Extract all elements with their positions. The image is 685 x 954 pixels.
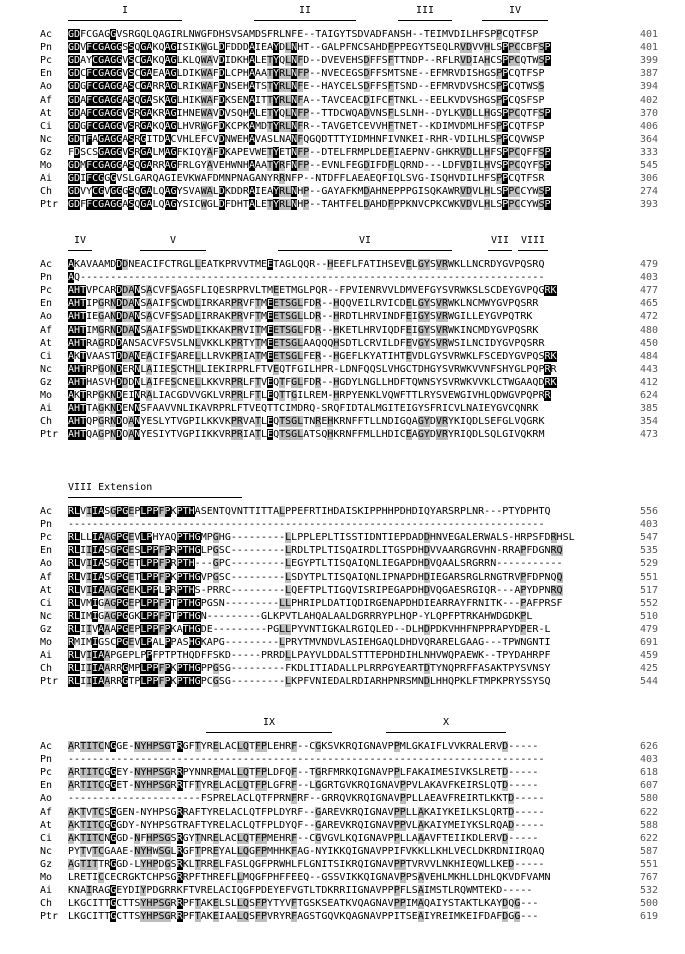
- alignment-row: [0, 897, 685, 910]
- alignment-row: [0, 505, 685, 518]
- alignment-row: [0, 376, 685, 389]
- sequence-string: GDAYCGAGGVSCGAKQAGLKLQWAVDIDKHALETYQLNFD--DVEVEHSDFFSFTTNDP--RFLRVDIAHCSPPCQTWSP: [68, 55, 551, 67]
- sequence-string: GDAFCGAGGASQGASKAGLHIKWAFDKSENAITTYRLNFA--TAVCEACDIFCFTNKL--EELKVDVSHGSPPCQSFSP: [68, 94, 545, 106]
- sequence-string: PYTVTCGAAE-NYHWSGLRGFTPREYALLQGFPMHHKFAG-NYIKKQIGNAVPPIFVKKLLKHLVECLDKRDNIIRQAQ: [68, 845, 545, 857]
- residue-position-number: 587: [640, 845, 659, 857]
- residue-position-number: 551: [640, 571, 659, 583]
- species-label: At: [40, 337, 53, 349]
- residue-position-number: 517: [640, 584, 659, 596]
- sequence-string: AHTIMGRNDDANSAAIFSSWDLIKKAKPRVITMEETSGLFDR--HKETLHRVIQDFEIGYSVRWKINCMDYGVPQSRK: [68, 324, 539, 336]
- residue-position-number: 306: [640, 173, 659, 185]
- residue-position-number: 607: [640, 780, 659, 792]
- species-label: Af: [40, 94, 53, 106]
- residue-position-number: 626: [640, 741, 659, 752]
- sequence-string: RLIIIASGPGESLPPFPRPTHGLPGSC---------LRDLTPLTISQAIRDLITGSPDHDVVAARGRGVHN-RRAPFDGNRQ: [68, 545, 563, 557]
- sequence-string: GDIFCGGGVSLGARQAGIEVKWAFDMNPNAGANYRRNFP--NTDFFLAEAEQFIQLSVG-ISQHVDILHFSPPCQTFSR: [68, 173, 545, 185]
- sequence-string: AHTHASVHDDDNLAIFESCNELLKKVRPRLFTVEQTFGLFDR--HGDYLNGLLHDFTQWNSYSVRWKVVKLCTWGAAQDRK: [68, 376, 557, 388]
- alignment-row: [0, 120, 685, 133]
- alignment-row: [0, 779, 685, 792]
- residue-position-number: 412: [640, 376, 659, 388]
- domain-bracket-line: [482, 20, 548, 21]
- sequence-string: RLIMIGAGPGGKLPPFPTPTHGN---------GLKPVTLAHQALAALDGRRRYPLHQP-YLQPFPTRKAHWDGDKPL: [68, 610, 533, 622]
- residue-position-number: 459: [640, 650, 659, 662]
- domain-label: I: [122, 5, 129, 16]
- alignment-row: [0, 819, 685, 832]
- sequence-string: AKTVTCSGGEN-NYHPSGRRAFTYRELACLQTFPLDYRF--GAREVKRQIGNAVPPLLAKAIYKEILKSLQRTD-----: [68, 806, 545, 818]
- sequence-string: GDVYCGVGGGSQGALQAGYSVAWALDKDDRAIEAYRLNHP--GAYAFKMDAHNEPPPGISQKAWRVDVLHLSPPCCYWSP: [68, 186, 551, 198]
- sequence-string: RLVIIAAGPGEKLPPLPRPTHS-PRRC---------LQEFTPLTIGQVISRIPEGAPDHDVQGAESRGIQR---APYDPNRQ: [68, 584, 563, 596]
- alignment-row: [0, 806, 685, 819]
- species-label: Ao: [40, 81, 53, 93]
- sequence-string: GDAFCGAGGVSRGAKRAGIHNEWAVDVSQHALETYQLNFP--TTDCWQADVNSFLSLNH--DYLKVDLLHGSPPCQTFSP: [68, 107, 551, 119]
- species-label: Ac: [40, 29, 53, 40]
- sequence-string: GDFFCGAGGASQGALQAGYSICWGLDFDHTALETYRLNHP--TAHTFELDAHDFPPKNVCPKCWKVDVLHLSPPCCYWSP: [68, 199, 551, 211]
- alignment-row: [0, 41, 685, 54]
- domain-label: VII: [491, 235, 510, 246]
- domain-label: IX: [263, 717, 276, 728]
- sequence-string: RLIIVAAAPGEPLPPFPKATHGDE---------PGLLPYVNTIGKALRGIQLED--DLHDPDKVHHFNPPRAPYDPER-L: [68, 623, 551, 635]
- residue-position-number: 465: [640, 298, 659, 310]
- residue-position-number: 622: [640, 832, 659, 844]
- residue-position-number: 274: [640, 186, 659, 198]
- alignment-row: [0, 324, 685, 337]
- residue-position-number: 443: [640, 363, 659, 375]
- residue-position-number: 450: [640, 337, 659, 349]
- species-label: Mo: [40, 872, 53, 883]
- residue-position-number: 370: [640, 107, 659, 119]
- species-label: At: [40, 107, 53, 119]
- species-label: Ai: [40, 403, 53, 415]
- domain-label: IV: [74, 235, 87, 246]
- residue-position-number: 401: [640, 42, 659, 54]
- sequence-string: ARTITCGGET-NYHPSGRRTFTYRELACLQTFPLGFRF--LGGRTGVKRQIGNAVPPVLAKAVFKEIRSLQTD-----: [68, 780, 539, 792]
- domain-label: IV: [509, 5, 522, 16]
- species-label: En: [40, 298, 53, 310]
- residue-position-number: 580: [640, 793, 659, 805]
- sequence-string: AKTITCNGGD-NFHPSGSRGYTNRELACLQTFPMEHRF--CGVGVLKQIGNAVPPLLAAAVFTEIIKDLERVD-----: [68, 832, 539, 844]
- species-label: Pc: [40, 55, 53, 67]
- alignment-row: [0, 871, 685, 884]
- species-label: Gz: [40, 623, 53, 635]
- residue-position-number: 480: [640, 324, 659, 336]
- residue-position-number: 364: [640, 133, 659, 145]
- species-label: Ai: [40, 650, 53, 662]
- alignment-row: [0, 350, 685, 363]
- species-label: Gz: [40, 146, 53, 158]
- alignment-row: [0, 80, 685, 93]
- species-label: Ptr: [40, 911, 59, 923]
- domain-bracket-line: [68, 497, 242, 498]
- alignment-row: [0, 54, 685, 67]
- domain-bracket-line: [254, 20, 356, 21]
- alignment-row: [0, 107, 685, 120]
- residue-position-number: 403: [640, 754, 659, 766]
- species-label: Ai: [40, 173, 53, 185]
- domain-label: VIII Extension: [68, 482, 153, 493]
- sequence-string: AHTIPGRNDDANSAAIFSCWDLIRKARPRVFTMEETSGLFDR--HQQVEILRVICDELGYSVRWKLNCMWYGVPQSRR: [68, 298, 539, 310]
- sequence-string: LKGCITTGCTTSYHPSGRRPFTAKELSLLQSFPYTYVFTGSKSEATKVQAGNAVPPIMAQAIYSTAKTLKAYDQG---: [68, 898, 539, 910]
- residue-position-number: 402: [640, 94, 659, 106]
- alignment-row: [0, 571, 685, 584]
- alignment-row: [0, 172, 685, 185]
- residue-position-number: 385: [640, 403, 659, 415]
- species-label: Mo: [40, 637, 53, 648]
- sequence-string: GDMFCGAGGASQGARRAGFRLGYAVEHWNHAAATYRFNFP--EVNLFEGDIFDFLQRND---LDFVDILHVSPPCQYFSP: [68, 160, 551, 171]
- alignment-row: [0, 544, 685, 557]
- sequence-string: RLVIIASGPGEPLPPFPKPTHASENTQVNTTITTALPPEFRTIHDAISKIPPHHPDHDIQYARSRPLNR---PTYDPHTQ: [68, 506, 551, 517]
- species-label: Ac: [40, 259, 53, 270]
- alignment-row: [0, 198, 685, 211]
- species-label: Ch: [40, 416, 53, 428]
- residue-position-number: 544: [640, 676, 659, 688]
- species-label: Ch: [40, 663, 53, 675]
- sequence-string: AGTITTRGGD-LYHPDGSRKLTRRELFASLQGFPRWHLFLGNITSIKRQIGNAVPPTVRVVLNKHIEQWLLKED-----: [68, 858, 545, 870]
- residue-position-number: 500: [640, 898, 659, 910]
- sequence-string: RLVMIGAGPGEPLPPFPTPTHGPGSN---------LLPHRIPLDATIQDIRGENAPDHDIEARRAYFRNITK---PAFPRSF: [68, 597, 563, 609]
- residue-position-number: 618: [640, 767, 659, 779]
- residue-position-number: 399: [640, 55, 659, 67]
- residue-position-number: 622: [640, 806, 659, 818]
- alignment-row: [0, 94, 685, 107]
- sequence-string: GDTFAGAGGASRGITDACVHLEFCVDNWEHAVASLNANFQGQDTTTYIDMHNFIVNKEI-RHR-VDILHLSPPCQVWSP: [68, 133, 545, 145]
- residue-position-number: 767: [640, 872, 659, 883]
- species-label: Ac: [40, 506, 53, 517]
- species-label: Pc: [40, 532, 53, 544]
- alignment-row: [0, 740, 685, 753]
- species-label: Nc: [40, 610, 53, 622]
- species-label: Ci: [40, 350, 53, 362]
- domain-bracket-line: [68, 20, 182, 21]
- residue-position-number: 535: [640, 545, 659, 557]
- residue-position-number: 588: [640, 819, 659, 831]
- species-label: Pn: [40, 42, 53, 54]
- domain-label: II: [299, 5, 312, 16]
- species-label: Ac: [40, 741, 53, 752]
- sequence-string: AHTTAGKNDENNSFAAVVNLIKAVRPRLFTVEQTTCIMDRQ-SRQFIDTALMGITEIGYSFRICVLNAIEYGVCQNRK: [68, 403, 539, 415]
- species-label: Pc: [40, 285, 53, 297]
- sequence-string: AHTQAGPNDOANYESIYTVGPIIKKVRPRIATLEQTSGLATSQHKRNFFMLLHDICEAGYDVRYRIQDLSQLGIVQKRM: [68, 429, 545, 441]
- sequence-string: AKTVAASTDDANEACIFSARELLLRVKPRIATMEETSGLFER--HGEFLKYATIHTEVDLGYSVRWKLFSCEDYGVPQSRK: [68, 350, 557, 362]
- alignment-row: [0, 597, 685, 610]
- domain-label: III: [416, 5, 435, 16]
- sequence-string: AHTVPCARDDANSACVFSAGSFLIQESRPRVLTMEETMGLPQR--FPVIENRVVLDMVEFGYSVRWKSLSCDEYGVPQGRK: [68, 285, 557, 297]
- residue-position-number: 473: [640, 429, 659, 441]
- alignment-row: [0, 884, 685, 897]
- alignment-row: [0, 584, 685, 597]
- domain-label: V: [170, 235, 177, 246]
- residue-position-number: 406: [640, 120, 659, 132]
- domain-label: X: [443, 717, 450, 728]
- sequence-string: AHTRAGRDDANSACVFSVSLNLVKKLKPRTYTMEETSGLAAQQQHSDTLCRVILDFEVGYSVRWSILNCIDYGVPQSRR: [68, 337, 545, 349]
- residue-position-number: 425: [640, 663, 659, 675]
- alignment-row: [0, 297, 685, 310]
- species-label: Ao: [40, 793, 53, 805]
- species-label: Ptr: [40, 676, 59, 688]
- species-label: Pn: [40, 519, 53, 531]
- residue-position-number: 354: [640, 416, 659, 428]
- sequence-string: AKTRPGKNDEINRALIACGDVVGKLVRPRLFTLEQTTGILREM-HRPYENKLVQWFTTLRYSVEWGIVHLQDWGVPQPRR: [68, 390, 551, 401]
- alignment-row: [0, 185, 685, 198]
- sequence-string: GDGFCGAGGASCGARRAGLRIKWAFDNSEHATSTYRLNFE--HAYCELSDFFSFTSND--EFMRVDVSHCSPPCQTWSS: [68, 81, 545, 93]
- sequence-string: ARTITCNGGE-NYHPSGTRGFTYRELACLQTFPLEHRF--CGKSVKRQIGNAVPPMLGKAIFLVVKRALERVD-----: [68, 741, 539, 752]
- alignment-row: [0, 284, 685, 297]
- species-label: Ci: [40, 832, 53, 844]
- sequence-string: FDSCSGAGGVSRGALMAGFKIQYAFDKAPEVWETYETNFP--DTELFRMPLDEFIAEPNV-GHKRVDLLHFSPPCQFFSP: [68, 146, 551, 158]
- residue-position-number: 551: [640, 858, 659, 870]
- alignment-row: [0, 363, 685, 376]
- alignment-row: [0, 159, 685, 172]
- sequence-string: LRETICCECRGKTCHPSGRRPFTHREFLLMQGFPHFFEEQ--GSSVIKKQIGNAVPPSAVEHLMKHLLDHLQKVDFVAMN: [68, 872, 551, 883]
- species-label: At: [40, 584, 53, 596]
- alignment-row: [0, 858, 685, 871]
- residue-position-number: 394: [640, 81, 659, 93]
- domain-bracket-line: [488, 250, 512, 251]
- residue-position-number: 691: [640, 637, 659, 648]
- sequence-string: RLVIIAAPGEPLPPFPTPTHQDFFSKD-----PRRDLLPAYVLDDALSTTTEPDHDIHLNHVWQPAEWK--TPYDAHRPF: [68, 650, 551, 662]
- alignment-row: [0, 753, 685, 766]
- sequence-string: GDFCGAGGVSRGQLQAGIRLNWGFDHSVSAMDSFRLNFE--TAIGYTSDVADFANSH--TEIMVDILHFSPPCQTFSP: [68, 29, 539, 40]
- sequence-string: ARTITCGGEY-NYHPSGRRPYNNREMALLQTFPLDFQF--TGRFMRKQIGNAVPPLFAKAIMESIVKSLRETD-----: [68, 767, 539, 779]
- alignment-row: [0, 832, 685, 845]
- residue-position-number: 403: [640, 519, 659, 531]
- alignment-row: [0, 662, 685, 675]
- species-label: En: [40, 68, 53, 80]
- domain-bracket-line: [518, 250, 548, 251]
- species-label: Ci: [40, 597, 53, 609]
- residue-position-number: 556: [640, 506, 659, 517]
- species-label: Ptr: [40, 199, 59, 211]
- species-label: Ch: [40, 186, 53, 198]
- sequence-string: AHTQPGRNDOANYESLYTVGPILKKVKPRVATLEQTSGLTNREHKRNFFTLLNDIGQAGYDVRYKIQDLSEFGLVQGRK: [68, 416, 545, 428]
- species-label: Af: [40, 806, 53, 818]
- sequence-string: AQ-----------------------------------------------------------------------------: [68, 272, 545, 284]
- domain-label: VIII: [521, 235, 546, 246]
- alignment-row: [0, 258, 685, 271]
- species-label: Ao: [40, 558, 53, 570]
- species-label: Pn: [40, 272, 53, 284]
- alignment-row: [0, 28, 685, 41]
- residue-position-number: 401: [640, 29, 659, 40]
- sequence-string: AKAVAAMDDDNEACIFCTRGLLEATKPRVVTMEETAGLQQR--HEEFLFATIHSEVELGYSVRWKLLNCRDYGVPQSRQ: [68, 259, 545, 270]
- species-label: At: [40, 819, 53, 831]
- residue-position-number: 479: [640, 259, 659, 270]
- sequence-string: -------------------------------------------------------------------------------: [68, 519, 545, 531]
- species-label: Nc: [40, 845, 53, 857]
- residue-position-number: 484: [640, 350, 659, 362]
- species-label: Pn: [40, 754, 53, 766]
- species-label: En: [40, 545, 53, 557]
- residue-position-number: 552: [640, 597, 659, 609]
- sequence-string: GDCFCGAGGVSCGAEAAGLDIKWAFDLCPHAAATYRLNFP--NVECEGSDFFSMTSNE--EFMRVDISHGSPPCQTFSP: [68, 68, 545, 80]
- sequence-string: RLLLIAAGPGEVLPHYAQPTHGMPGHG---------LLPPLEPLTISSTIDNTIEPDADDHNVEGALERWALS-HRPSFDRHSL: [68, 532, 575, 544]
- species-label: Af: [40, 571, 53, 583]
- sequence-string: RLIIIAARRGMPLPPFPKPTHGPPGSG---------FKDLITIADALLPLRRPGYEARTDTYNQPRFFASAKTPYSVNSY: [68, 663, 551, 675]
- sequence-string: RLIIIAARRGTPLPPFPKPTHGPCGSG---------LKPFVNIEDALRDIARHPNRSMNDLHHQPKLFTMPKPRYSSYSQ: [68, 676, 551, 688]
- residue-position-number: 619: [640, 911, 659, 923]
- alignment-row: [0, 271, 685, 284]
- alignment-row: [0, 792, 685, 805]
- alignment-row: [0, 649, 685, 662]
- species-label: Mo: [40, 160, 53, 171]
- sequence-string: AHTRPGONDERNLAIIESCTHLLIEKIRPRLFTVEQTFGILHPR-LDNFQQSLVHGCTDHGYSVRWKVVNFSHYGLPQPRR: [68, 363, 557, 375]
- sequence-string: KNAIRAGGEYDIYPDGRRKFTVRELACIQGFPDEYEFVGTLTDKRRIIGNAVPPPFLSAIMSTLRQWMTEKD-----: [68, 885, 533, 897]
- sequence-string: -------------------------------------------------------------------------------: [68, 754, 545, 766]
- residue-position-number: 529: [640, 558, 659, 570]
- residue-position-number: 547: [640, 532, 659, 544]
- residue-position-number: 403: [640, 272, 659, 284]
- domain-bracket-line: [68, 250, 92, 251]
- residue-position-number: 624: [640, 390, 659, 401]
- sequence-string: AHTIEGANDDANSACVFSSADLIRRAKPRVFTMEETSGLLDR--HRDTLHRVINDFEIGYSVRWGILLEYGVPQTRK: [68, 311, 533, 323]
- sequence-string: ----------------------FSPRELACLQTFPRNFRF--GRRQVKRQIGNAVPPLLAEAVFREIRTLKKTD-----: [68, 793, 545, 805]
- species-label: Ci: [40, 120, 53, 132]
- alignment-row: [0, 675, 685, 688]
- alignment-row: [0, 146, 685, 159]
- alignment-row: [0, 337, 685, 350]
- alignment-row: [0, 133, 685, 146]
- residue-position-number: 393: [640, 199, 659, 211]
- species-label: Gz: [40, 376, 53, 388]
- alignment-row: [0, 531, 685, 544]
- sequence-string: RLVIIASGPGETLPPFPKPTHGVPGSC---------LSDYTPLTISQAIQNLIPNAPDHDIEGARSRGLRNGTRVPFDPNQQ: [68, 571, 563, 583]
- species-label: Nc: [40, 363, 53, 375]
- domain-bracket-line: [398, 20, 452, 21]
- species-label: Ai: [40, 885, 53, 897]
- residue-position-number: 477: [640, 285, 659, 297]
- residue-position-number: 472: [640, 311, 659, 323]
- sequence-string: GDGFCGAGGVSRGAKQAGLHVRWGFDKCPKAMDTYRLNFR--TAVGETCEVVHFTNET--KDIMVDMLHFSPPCQTFSP: [68, 120, 545, 132]
- sequence-string: RLVIIASGPGETLPPFPRPTH---GPC---------LEGYPTLTISQAIQNLIEGAPDHDVQAALSRGRRN-----------: [68, 558, 563, 570]
- residue-position-number: 532: [640, 885, 659, 897]
- residue-position-number: 545: [640, 160, 659, 171]
- alignment-row: [0, 557, 685, 570]
- domain-bracket-line: [386, 732, 506, 733]
- sequence-string: GDVFCGAGGSSQGAKQAGISIKWGLDFDDDAIEAYDLNHT--GALPFNCSAHDFPPEGYTSEQLRVDVVHLSPPCCBFSP: [68, 42, 551, 54]
- alignment-row: [0, 845, 685, 858]
- species-label: Ao: [40, 311, 53, 323]
- residue-position-number: 387: [640, 68, 659, 80]
- residue-position-number: 479: [640, 623, 659, 635]
- species-label: Mo: [40, 390, 53, 401]
- residue-position-number: 333: [640, 146, 659, 158]
- species-label: Ptr: [40, 429, 59, 441]
- species-label: Nc: [40, 133, 53, 145]
- alignment-row: [0, 766, 685, 779]
- alignment-row: [0, 910, 685, 923]
- alignment-row: [0, 428, 685, 441]
- species-label: En: [40, 780, 53, 792]
- species-label: Pc: [40, 767, 53, 779]
- domain-bracket-line: [206, 732, 332, 733]
- residue-position-number: 510: [640, 610, 659, 622]
- alignment-row: [0, 389, 685, 402]
- sequence-string: LKGCITTGCTTSYHPSGRRPFTAKEIAALQSFPVRYRFAGSTGQVKQAGNAVPPITSEAIYREIMKEIFDAFDGG---: [68, 911, 539, 923]
- domain-bracket-line: [140, 250, 206, 251]
- alignment-row: [0, 518, 685, 531]
- species-label: Af: [40, 324, 53, 336]
- domain-label: VI: [359, 235, 372, 246]
- alignment-row: [0, 310, 685, 323]
- alignment-row: [0, 415, 685, 428]
- alignment-row: [0, 636, 685, 649]
- sequence-string: RMIMIGSCPGEVLPALPPASHGKAPG---------LPRYTMVNDVLASIEHGAQLDHDVQRARELGAAG---TPWNGNTI: [68, 637, 551, 648]
- species-label: Gz: [40, 858, 53, 870]
- alignment-row: [0, 623, 685, 636]
- sequence-string: AKTITCGGGDY-NYHPSGTRAFTYRELACLQTFPLDYQF--GAREVKRQIGNAVPPVLAKAIYMEIYKSLRQAD-----: [68, 819, 545, 831]
- alignment-row: [0, 67, 685, 80]
- alignment-row: [0, 610, 685, 623]
- species-label: Ch: [40, 898, 53, 910]
- domain-bracket-line: [278, 250, 452, 251]
- alignment-row: [0, 402, 685, 415]
